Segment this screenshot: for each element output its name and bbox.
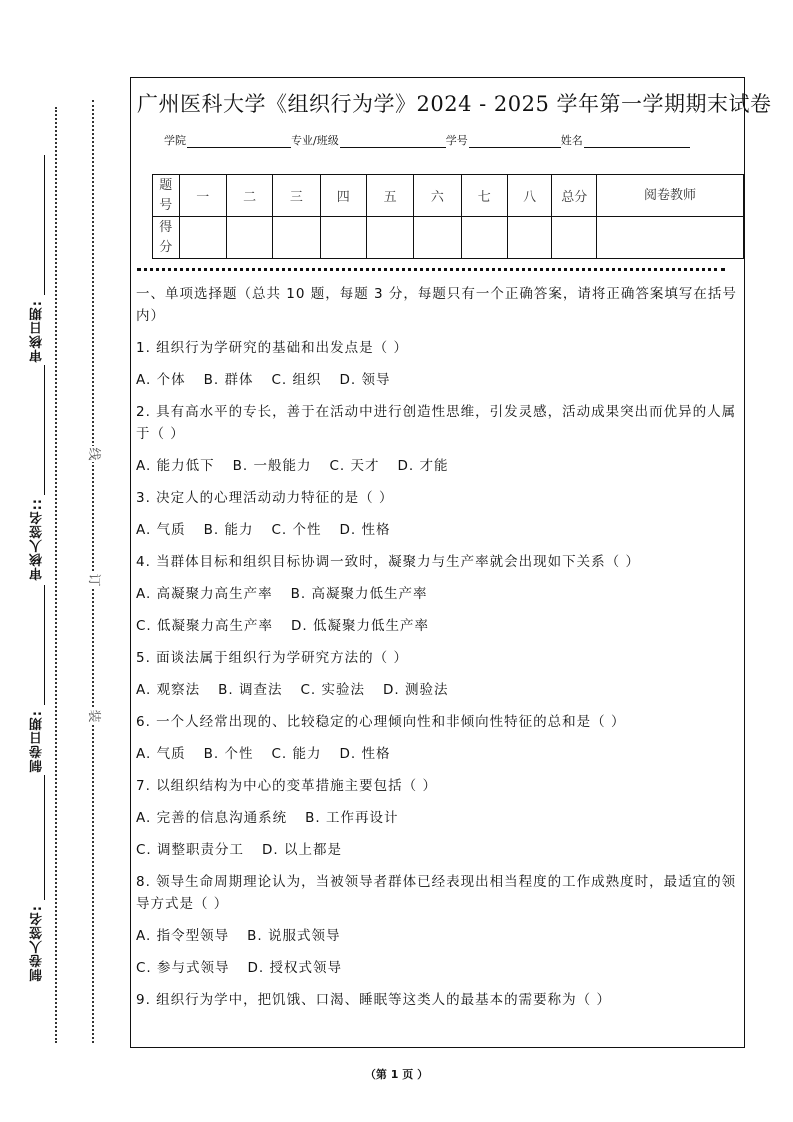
score-cell[interactable]: [273, 217, 320, 259]
column-header: 八: [507, 175, 552, 217]
score-cell[interactable]: [461, 217, 507, 259]
option: C. 能力: [271, 746, 322, 762]
major-class-label: 专业/班级: [291, 134, 339, 147]
column-header: 三: [273, 175, 320, 217]
college-field[interactable]: [187, 135, 291, 148]
page-number: （第 1 页 ）: [364, 1068, 429, 1081]
question-options: [136, 519, 741, 541]
option: B. 工作再设计: [305, 810, 399, 826]
question-options: [136, 615, 741, 637]
option: B. 能力: [203, 522, 254, 538]
option: A. 气质: [136, 746, 186, 762]
student-id-field[interactable]: [469, 135, 561, 148]
option: D. 授权式领导: [247, 960, 342, 976]
name-label: 姓名: [560, 134, 583, 147]
option: A. 个体: [136, 372, 186, 388]
column-header: 二: [226, 175, 272, 217]
grader-header: 阅卷教师: [597, 175, 744, 217]
option: A. 气质: [136, 522, 186, 538]
option: C. 实验法: [300, 682, 365, 698]
column-header: 六: [414, 175, 461, 217]
score-cell[interactable]: [366, 217, 413, 259]
score-table: [152, 174, 744, 259]
binding-char-staple: 订: [86, 573, 101, 587]
option: C. 低凝聚力高生产率: [136, 618, 274, 634]
setter-signature-label: 制卷人签名:: [28, 905, 48, 981]
total-score-header: 总分: [552, 175, 597, 217]
column-header: 五: [366, 175, 413, 217]
score-cell[interactable]: [320, 217, 366, 259]
score-cell[interactable]: [414, 217, 461, 259]
question-options: [136, 839, 741, 861]
option: A. 观察法: [136, 682, 201, 698]
question-options: [136, 583, 741, 605]
student-info-row: [164, 132, 690, 148]
binding-char-line: 线: [86, 447, 101, 461]
option: A. 能力低下: [136, 458, 215, 474]
option: B. 一般能力: [232, 458, 312, 474]
total-score-cell[interactable]: [552, 217, 597, 259]
score-row-header: 得分: [153, 217, 180, 259]
column-header: 一: [179, 175, 226, 217]
option: D. 低凝聚力低生产率: [291, 618, 429, 634]
review-date-label: 审核日期:: [28, 300, 48, 362]
score-cell[interactable]: [226, 217, 272, 259]
exam-title: 广州医科大学《组织行为学》2024 - 2025 学年第一学期期末试卷: [137, 92, 772, 116]
question-options: [136, 925, 741, 947]
setter-date-label: 制卷日期:: [28, 710, 48, 772]
score-table-score-row: [153, 217, 744, 259]
college-label: 学院: [164, 134, 186, 147]
question-options: [136, 743, 741, 765]
option: B. 说服式领导: [247, 928, 341, 944]
option: B. 群体: [203, 372, 254, 388]
question-stem: 2. 具有高水平的专长，善于在活动中进行创造性思维，引发灵感，活动成果突出而优异的人属于（ ）: [136, 404, 737, 442]
option: D. 才能: [397, 458, 449, 474]
question-stem: 5. 面谈法属于组织行为学研究方法的（ ）: [136, 650, 408, 666]
score-cell[interactable]: [507, 217, 552, 259]
question-options: [136, 455, 741, 477]
question-options: [136, 957, 741, 979]
option: C. 天才: [329, 458, 380, 474]
grader-cell[interactable]: [597, 217, 744, 259]
major-class-field[interactable]: [340, 135, 446, 148]
student-id-label: 学号: [445, 134, 468, 147]
review-date-line: [44, 155, 45, 295]
question-options: [136, 679, 741, 701]
section-single-choice: [136, 283, 741, 1021]
name-field[interactable]: [584, 135, 690, 148]
question-stem: 4. 当群体目标和组织目标协调一致时，凝聚力与生产率就会出现如下关系（ ）: [136, 554, 640, 570]
score-table-header-row: [153, 175, 744, 217]
option: C. 个性: [271, 522, 322, 538]
option: C. 调整职责分工: [136, 842, 245, 858]
question-stem: 9. 组织行为学中，把饥饿、口渴、睡眠等这类人的最基本的需要称为（ ）: [136, 992, 611, 1008]
option: D. 测验法: [382, 682, 449, 698]
option: D. 性格: [339, 522, 391, 538]
setter-signature-line: [44, 775, 45, 900]
section-heading: 一、单项选择题（总共 10 题，每题 3 分，每题只有一个正确答案，请将正确答案填写在括号内）: [136, 286, 737, 324]
score-cell[interactable]: [179, 217, 226, 259]
reviewer-signature-label: 审核人签名::: [28, 498, 48, 580]
column-header: 四: [320, 175, 366, 217]
reviewer-signature-line: [44, 365, 45, 495]
option: A. 高凝聚力高生产率: [136, 586, 273, 602]
question-stem: 1. 组织行为学研究的基础和出发点是（ ）: [136, 340, 408, 356]
option: B. 个性: [203, 746, 254, 762]
question-number-header: 题号: [153, 175, 180, 217]
question-stem: 7. 以组织结构为中心的变革措施主要包括（ ）: [136, 778, 437, 794]
binding-char-bind: 装: [86, 709, 101, 723]
question-stem: 3. 决定人的心理活动动力特征的是（ ）: [136, 490, 394, 506]
question-options: [136, 369, 741, 391]
option: B. 调查法: [218, 682, 283, 698]
option: A. 指令型领导: [136, 928, 230, 944]
option: A. 完善的信息沟通系统: [136, 810, 288, 826]
option: C. 组织: [271, 372, 322, 388]
exam-paper: [130, 77, 772, 1048]
dotted-separator: [137, 268, 725, 271]
question-stem: 6. 一个人经常出现的、比较稳定的心理倾向性和非倾向性特征的总和是（ ）: [136, 714, 626, 730]
binding-dotted-line-inner: [55, 107, 57, 1043]
option: B. 高凝聚力低生产率: [290, 586, 428, 602]
setter-date-line: [44, 585, 45, 705]
option: D. 领导: [339, 372, 391, 388]
column-header: 七: [461, 175, 507, 217]
question-options: [136, 807, 741, 829]
option: D. 性格: [339, 746, 391, 762]
option: C. 参与式领导: [136, 960, 230, 976]
question-stem: 8. 领导生命周期理论认为，当被领导者群体已经表现出相当程度的工作成熟度时，最适宜的领导方式是（ ）: [136, 874, 737, 912]
option: D. 以上都是: [262, 842, 342, 858]
